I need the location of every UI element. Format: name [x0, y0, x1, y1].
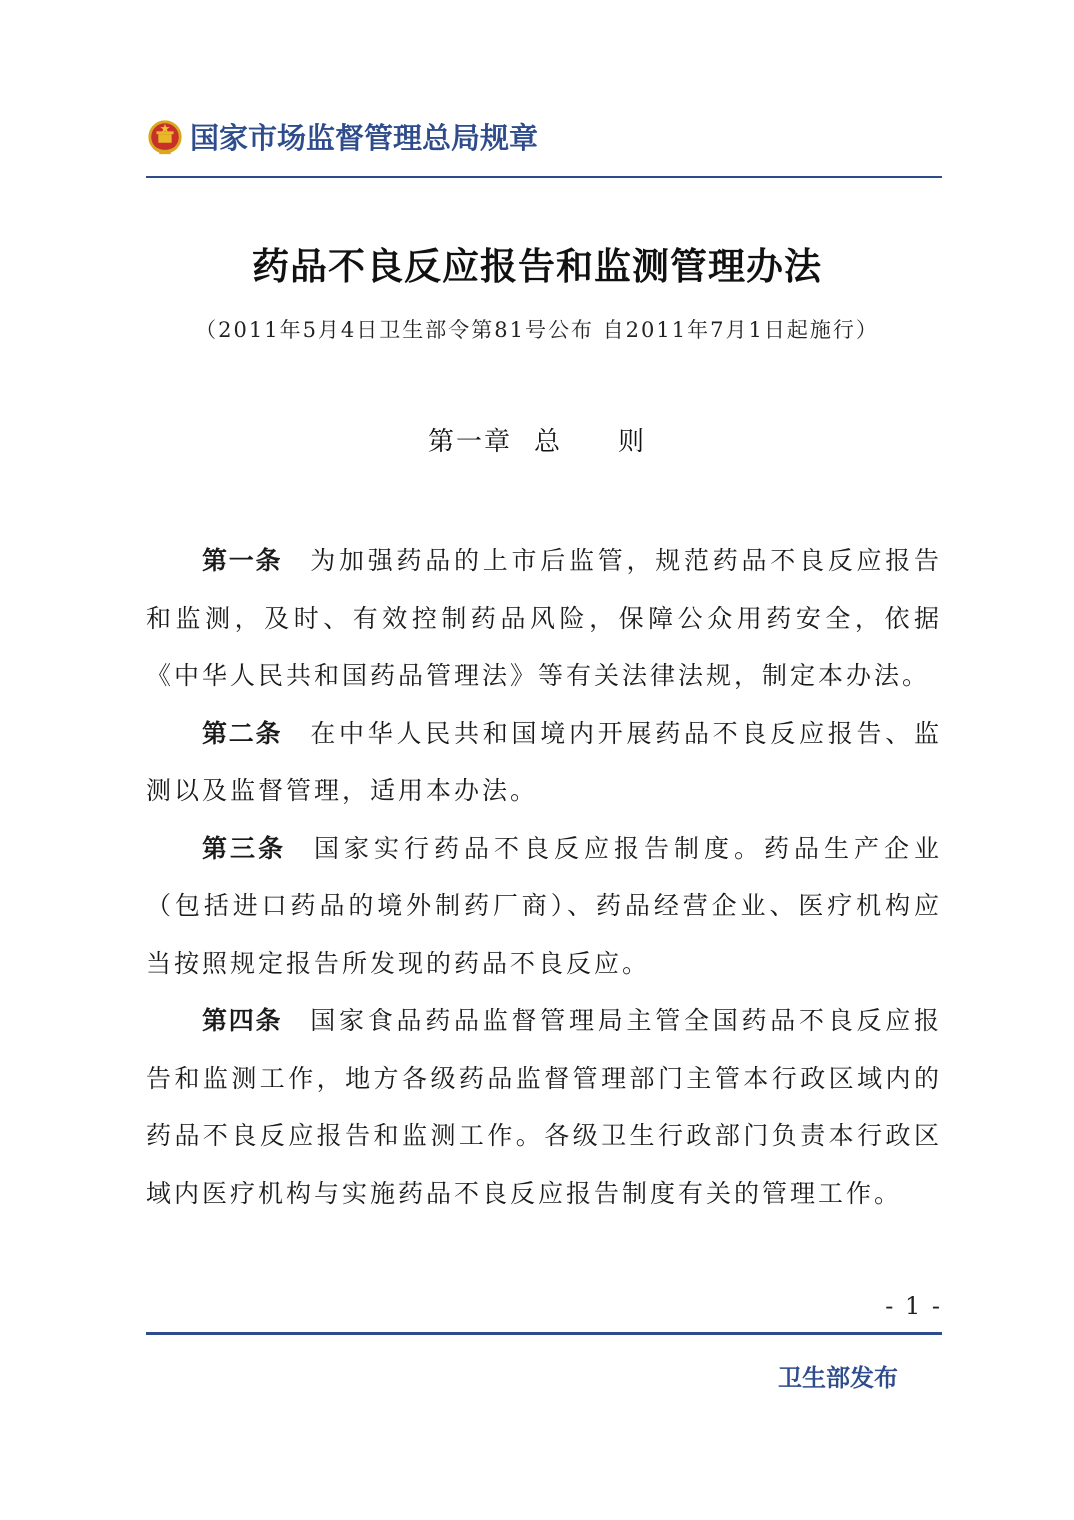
article-text: 在中华人民共和国境内开展药品不良反应报告、监测以及监督管理，适用本办法。 — [146, 718, 942, 805]
article — [146, 820, 942, 993]
article — [146, 532, 942, 705]
footer-divider — [146, 1332, 942, 1335]
chapter-name-part1: 总 — [533, 427, 562, 457]
article — [146, 705, 942, 820]
article-label: 第一条 — [202, 546, 283, 575]
article-label: 第二条 — [202, 718, 283, 748]
document-subtitle: （2011年5月4日卫生部令第81号公布 自2011年7月1日起施行） — [195, 318, 879, 342]
article-label: 第四条 — [202, 1006, 283, 1035]
page-number: - 1 - — [885, 1292, 942, 1320]
chapter-heading — [0, 422, 1074, 462]
article — [146, 992, 942, 1222]
article-text: 国家食品药品监督管理局主管全国药品不良反应报告和监测工作，地方各级药品监督管理部门主管本行政区域内的药品不良反应报告和监测工作。各级卫生行政部门负责本行政区域内医疗机构与实施药品不良反应报告制度有关的管理工作。 — [146, 1006, 942, 1208]
article-text: 为加强药品的上市后监管，规范药品不良反应报告和监测，及时、有效控制药品风险，保障公众用药安全，依据《中华人民共和国药品管理法》等有关法律法规，制定本办法。 — [146, 546, 942, 690]
page-header — [146, 116, 942, 160]
publisher-label: 卫生部发布 — [778, 1364, 898, 1392]
article-text: 国家实行药品不良反应报告制度。药品生产企业（包括进口药品的境外制药厂商）、药品经营企业、医疗机构应当按照规定报告所发现的药品不良反应。 — [146, 833, 942, 978]
chapter-name-part2: 则 — [618, 427, 647, 457]
header-divider — [146, 176, 942, 178]
document-title: 药品不良反应报告和监测管理办法 — [252, 245, 822, 288]
issuer-title: 国家市场监督管理总局规章 — [190, 121, 539, 155]
chapter-number: 第一章 — [427, 427, 512, 457]
document-body — [146, 532, 942, 1222]
national-emblem-icon — [146, 119, 184, 157]
article-label: 第三条 — [202, 833, 286, 863]
